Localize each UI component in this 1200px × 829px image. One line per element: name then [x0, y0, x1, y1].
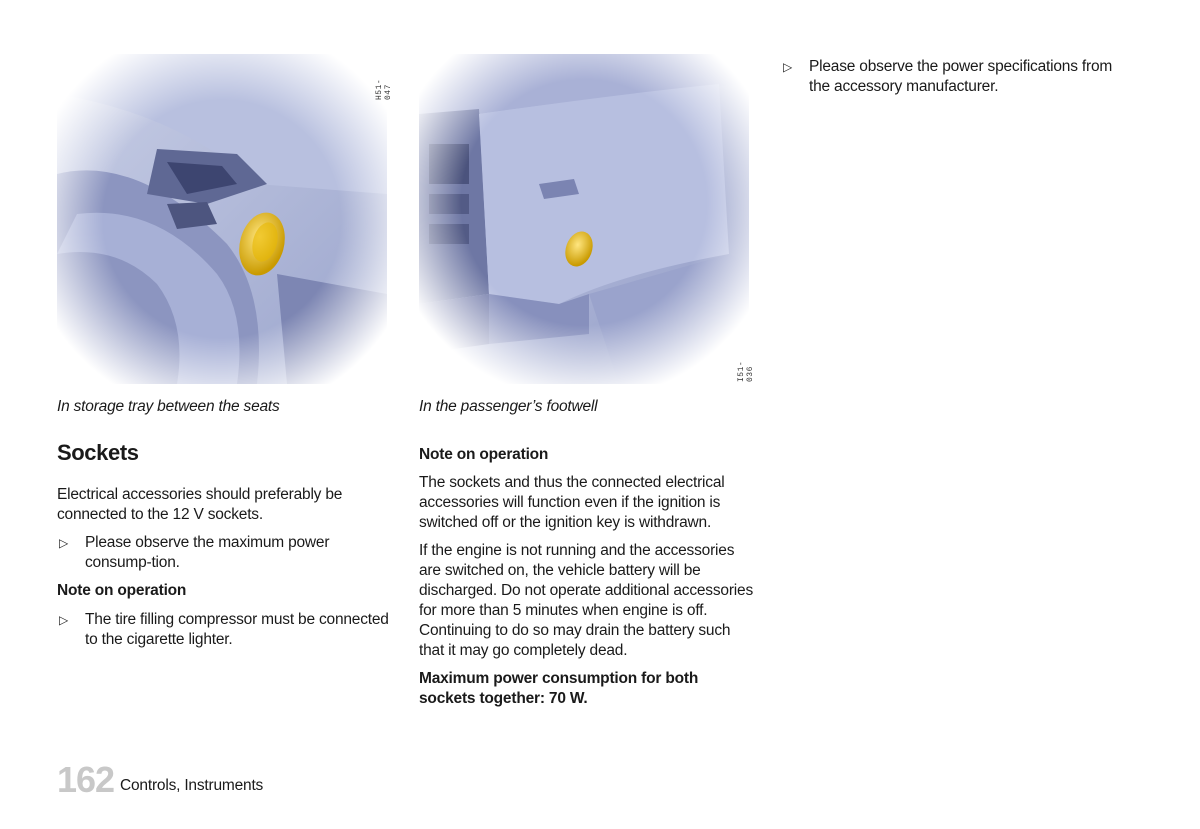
right-column — [781, 57, 1121, 97]
figure-code: I51-036 — [737, 360, 755, 382]
paragraph: The sockets and thus the connected electrical accessories will function even if the ignition is switched off or the ignition key is withdrawn. — [419, 474, 725, 531]
left-column — [57, 54, 397, 650]
figure-caption: In the passenger’s footwell — [419, 398, 598, 415]
bullet-triangle-icon: ▷ — [783, 60, 793, 74]
middle-column — [419, 54, 759, 709]
note-heading: Note on operation — [57, 582, 187, 599]
note-heading: Note on operation — [419, 446, 549, 463]
section-heading: Sockets — [57, 440, 139, 465]
bullet-item — [57, 610, 397, 650]
bullet-triangle-icon: ▷ — [59, 613, 69, 627]
bullet-text: Please observe the power specifications from the accessory manufacturer. — [809, 58, 1113, 95]
bullet-item — [781, 57, 1121, 97]
footwell-figure — [419, 54, 755, 384]
figure-caption: In storage tray between the seats — [57, 398, 280, 415]
bullet-item — [57, 533, 397, 573]
footwell-illustration — [419, 54, 749, 384]
page-number: 162 — [57, 759, 115, 800]
bullet-text: The tire filling compressor must be connected to the cigarette lighter. — [85, 611, 389, 648]
bullet-triangle-icon: ▷ — [59, 536, 69, 550]
paragraph: If the engine is not running and the accessories are switched on, the vehicle battery will be discharged. Do not operate additional accessories for more than 5 minutes when engine is off. Continuing to do so may drain the battery such that it may go completely dead. — [419, 542, 753, 659]
storage-tray-illustration — [57, 54, 387, 384]
max-power-note: Maximum power consumption for both sockets together: 70 W. — [419, 670, 699, 707]
bullet-text: Please observe the maximum power consump-tion. — [85, 534, 330, 571]
storage-tray-figure — [57, 54, 393, 384]
section-name: Controls, Instruments — [120, 777, 264, 794]
figure-code: H51-047 — [375, 78, 393, 100]
intro-paragraph: Electrical accessories should preferably be connected to the 12 V sockets. — [57, 486, 343, 523]
